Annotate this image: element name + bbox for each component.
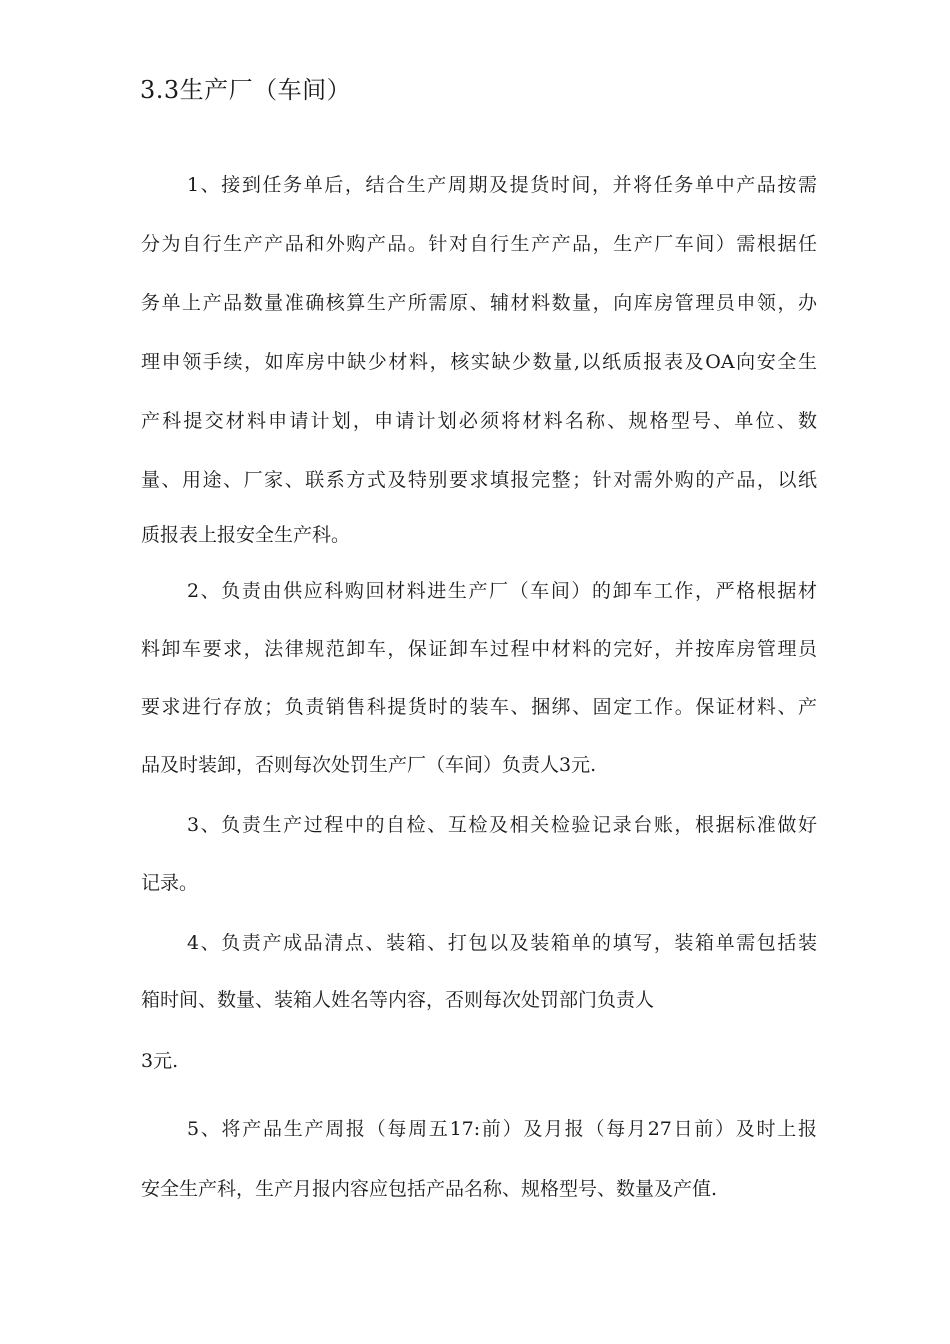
paragraph-5-line-2: 安全生产科，生产月报内容应包括产品名称、规格型号、数量及产值. [141,1178,718,1200]
paragraph-3-line-1: 3、负责生产过程中的自检、互检及相关检验记录台账，根据标准做好 [187,814,817,836]
paragraph-3-line-2: 记录。 [141,872,199,894]
section-title: 3.3生产厂（车间） [140,76,352,104]
paragraph-1-line-7: 质报表上报安全生产科。 [141,524,351,546]
paragraph-1-line-2: 分为自行生产产品和外购产品。针对自行生产产品，生产厂车间）需根据任 [141,233,817,255]
paragraph-1-line-4: 理申领手续，如库房中缺少材料，核实缺少数量,以纸质报表及OA向安全生 [141,351,817,373]
paragraph-1-line-6: 量、用途、厂家、联系方式及特别要求填报完整；针对需外购的产品，以纸 [141,469,817,491]
paragraph-5-line-1: 5、将产品生产周报（每周五17:前）及月报（每月27日前）及时上报 [187,1118,817,1140]
paragraph-2-line-4: 品及时装卸，否则每次处罚生产厂（车间）负责人3元. [141,754,597,776]
paragraph-2-line-2: 料卸车要求，法律规范卸车，保证卸车过程中材料的完好，并按库房管理员 [141,638,817,660]
paragraph-2-line-3: 要求进行存放；负责销售科提货时的装车、捆绑、固定工作。保证材料、产 [141,696,817,718]
paragraph-4-line-2: 箱时间、数量、装箱人姓名等内容，否则每次处罚部门负责人 [141,989,655,1011]
paragraph-1-line-1: 1、接到任务单后，结合生产周期及提货时间，并将任务单中产品按需 [187,174,817,196]
paragraph-1-line-3: 务单上产品数量准确核算生产所需原、辅材料数量，向库房管理员申领，办 [141,292,817,314]
paragraph-1-line-5: 产科提交材料申请计划，申请计划必须将材料名称、规格型号、单位、数 [141,410,817,432]
paragraph-4-line-3: 3元. [141,1050,179,1072]
paragraph-2-line-1: 2、负责由供应科购回材料进生产厂（车间）的卸车工作，严格根据材 [187,580,817,602]
paragraph-4-line-1: 4、负责产成品清点、装箱、打包以及装箱单的填写，装箱单需包括装 [187,932,817,954]
